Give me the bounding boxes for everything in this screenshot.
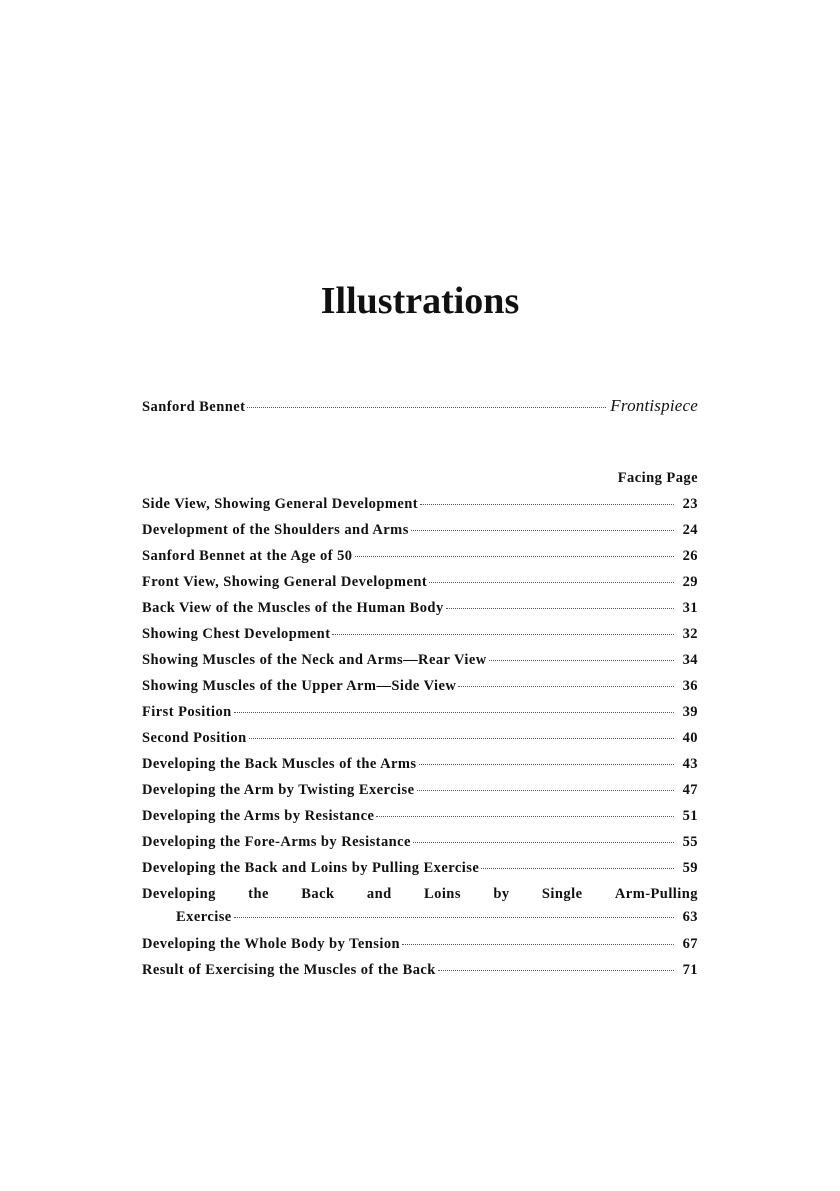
entry-word: Developing	[142, 886, 216, 902]
list-item	[142, 703, 698, 721]
entry-word: the	[248, 886, 269, 902]
entry-label: Front View, Showing General Development	[142, 574, 428, 590]
entry-continuation-line	[142, 908, 698, 926]
entry-page: 24	[682, 522, 698, 538]
entry-label: Sanford Bennet at the Age of 50	[142, 548, 353, 564]
entry-page: 51	[682, 808, 698, 824]
list-item	[142, 859, 698, 877]
dot-leader	[247, 406, 606, 408]
list-item	[142, 935, 698, 953]
page-title: Illustrations	[320, 280, 520, 322]
dot-leader	[332, 633, 674, 635]
list-item-multiline	[142, 885, 698, 926]
entry-label: Developing the Back Muscles of the Arms	[142, 756, 417, 772]
list-item	[142, 599, 698, 617]
entry-label: Developing the Fore-Arms by Resistance	[142, 834, 411, 850]
dot-leader	[419, 763, 674, 765]
dot-leader	[402, 943, 674, 945]
entry-word: and	[366, 886, 392, 902]
entry-label: Showing Muscles of the Neck and Arms—Rear View	[142, 652, 487, 668]
list-item	[142, 729, 698, 747]
entry-page: 71	[682, 962, 698, 978]
entry-page: 36	[682, 678, 698, 694]
entry-label: Second Position	[142, 730, 247, 746]
dot-leader	[489, 659, 674, 661]
dot-leader	[420, 503, 674, 505]
entry-page: 59	[682, 860, 698, 876]
list-item	[142, 677, 698, 695]
entry-word: by	[493, 886, 510, 902]
entry-page: 34	[682, 652, 698, 668]
entry-label: Developing the Back and Loins by Pulling Exercise	[142, 860, 480, 876]
entry-page: 39	[682, 704, 698, 720]
entry-page: 63	[682, 909, 698, 925]
entry-label: Developing the Arms by Resistance	[142, 808, 375, 824]
list-item	[142, 625, 698, 643]
entry-label: Development of the Shoulders and Arms	[142, 522, 409, 538]
entry-page: Frontispiece	[610, 396, 698, 415]
entry-page: 29	[682, 574, 698, 590]
list-item	[142, 547, 698, 565]
entry-page: 23	[682, 496, 698, 512]
entry-label: Sanford Bennet	[142, 399, 246, 415]
entry-page: 55	[682, 834, 698, 850]
entry-page: 32	[682, 626, 698, 642]
entry-label: Showing Chest Development	[142, 626, 331, 642]
dot-leader	[249, 737, 674, 739]
entry-page: 43	[682, 756, 698, 772]
entry-label: Side View, Showing General Development	[142, 496, 419, 512]
entry-page: 67	[682, 936, 698, 952]
entry-page: 40	[682, 730, 698, 746]
facing-page-header: Facing Page	[617, 470, 698, 486]
list-item	[142, 495, 698, 513]
dot-leader	[458, 685, 674, 687]
list-item	[142, 573, 698, 591]
entry-word: Arm-Pulling	[614, 886, 698, 902]
entry-label: Exercise	[176, 909, 232, 925]
entry-label: Developing the Whole Body by Tension	[142, 936, 401, 952]
entry-word: Back	[301, 886, 335, 902]
dot-leader	[438, 969, 674, 971]
list-item	[142, 755, 698, 773]
entry-label: Showing Muscles of the Upper Arm—Side View	[142, 678, 457, 694]
dot-leader	[417, 789, 674, 791]
entry-page: 31	[682, 600, 698, 616]
dot-leader	[429, 581, 674, 583]
entry-label: First Position	[142, 704, 232, 720]
dot-leader	[234, 711, 674, 713]
list-item	[142, 781, 698, 799]
dot-leader	[446, 607, 674, 609]
entry-label-line	[142, 885, 698, 903]
list-item	[142, 807, 698, 825]
entry-label: Back View of the Muscles of the Human Body	[142, 600, 444, 616]
entry-word: Single	[541, 886, 583, 902]
entry-label: Result of Exercising the Muscles of the Back	[142, 962, 436, 978]
list-item	[142, 961, 698, 979]
dot-leader	[481, 867, 674, 869]
frontispiece-entry	[142, 397, 698, 416]
dot-leader	[411, 529, 674, 531]
list-item	[142, 833, 698, 851]
list-item	[142, 521, 698, 539]
entry-word: Loins	[424, 886, 461, 902]
entry-label: Developing the Arm by Twisting Exercise	[142, 782, 415, 798]
entry-page: 47	[682, 782, 698, 798]
list-item	[142, 651, 698, 669]
dot-leader	[355, 555, 675, 557]
entry-page: 26	[682, 548, 698, 564]
dot-leader	[413, 841, 674, 843]
dot-leader	[234, 916, 674, 918]
dot-leader	[376, 815, 674, 817]
